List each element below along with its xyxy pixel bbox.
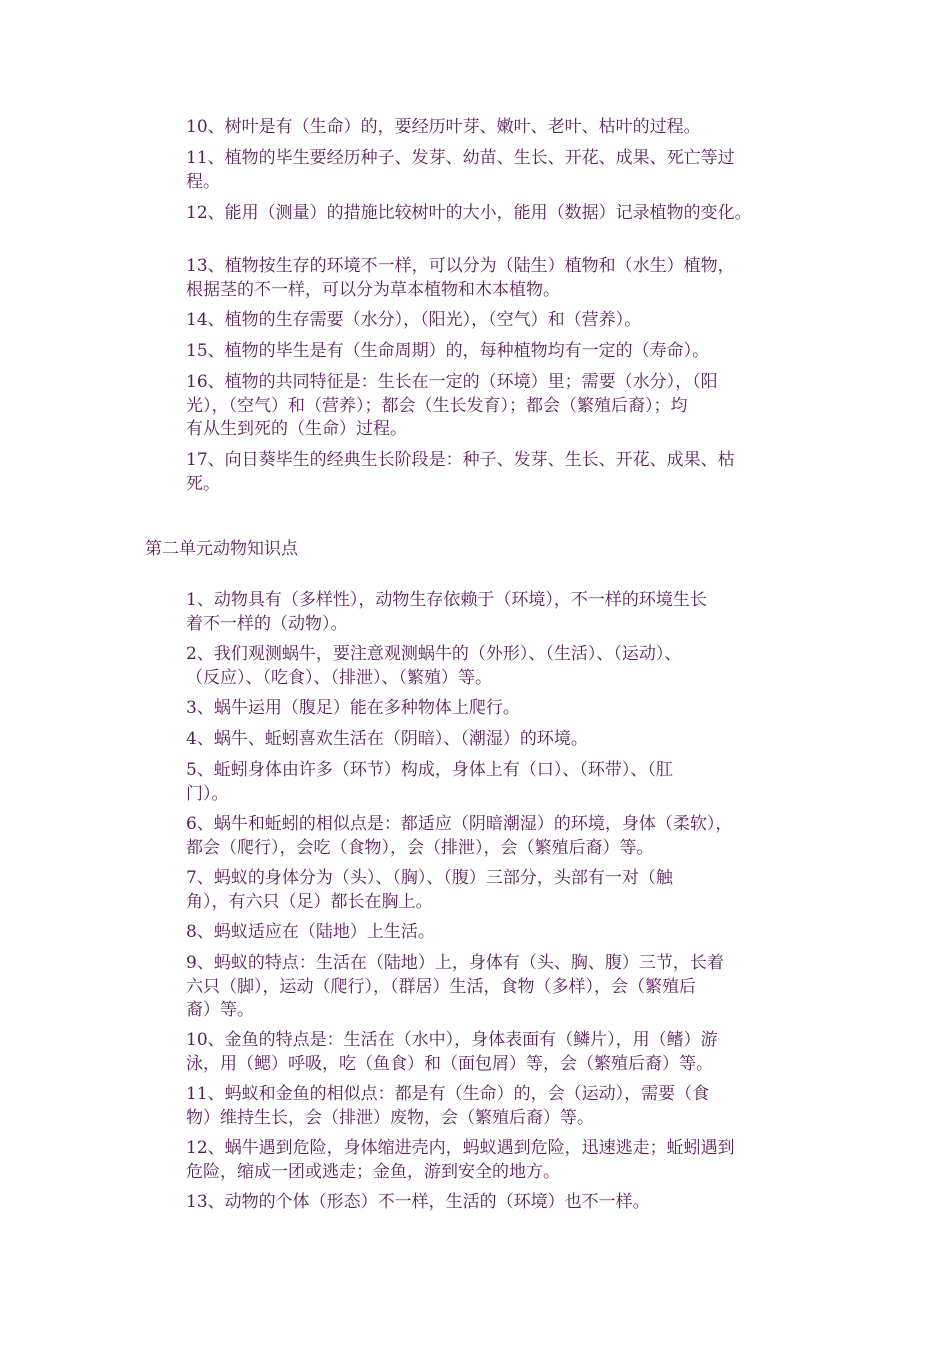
unit2-item-10: 10、金鱼的特点是：生活在（水中），身体表面有（鳞片），用（鳍）游 泳，用（鳃）呼吸，吃（鱼食）和（面包屑）等，会（繁殖后裔）等。 — [186, 1030, 718, 1074]
unit1-item-14: 14、植物的生存需要（水分），（阳光），（空气）和（营养）。 — [186, 310, 642, 330]
unit1-item-12: 12、能用（测量）的措施比较树叶的大小，能用（数据）记录植物的变化。 — [186, 203, 752, 223]
unit2-item-7: 7、蚂蚁的身体分为（头）、（胸）、（腹）三部分，头部有一对（触 角），有六只（足）都长在胸上。 — [186, 868, 673, 912]
unit2-item-6: 6、蜗牛和蚯蚓的相似点是：都适应（阴暗潮湿）的环境，身体（柔软）， 都会（爬行），会吃（食物），会（排泄），会（繁殖后裔）等。 — [186, 814, 733, 858]
unit2-item-3: 3、蜗牛运用（腹足）能在多种物体上爬行。 — [186, 698, 520, 718]
unit2-item-9: 9、蚂蚁的特点：生活在（陆地）上，身体有（头、胸、腹）三节，长着 六只（脚），运动（爬行），（群居）生活，食物（多样），会（繁殖后 裔）等。 — [186, 953, 724, 1020]
unit2-item-8: 8、蚂蚁适应在（陆地）上生活。 — [186, 922, 435, 942]
unit2-heading: 第二单元动物知识点 — [145, 539, 298, 559]
unit2-item-11: 11、蚂蚁和金鱼的相似点：都是有（生命）的，会（运动），需要（食 物）维持生长，会（排泄）废物，会（繁殖后裔）等。 — [186, 1084, 710, 1128]
unit1-item-10: 10、树叶是有（生命）的，要经历叶芽、嫩叶、老叶、枯叶的过程。 — [186, 117, 701, 137]
unit2-item-12: 12、蜗牛遇到危险，身体缩进壳内，蚂蚁遇到危险，迅速逃走；蚯蚓遇到 危险，缩成一团或逃走；金鱼，游到安全的地方。 — [186, 1138, 735, 1182]
unit2-item-1: 1、动物具有（多样性），动物生存依赖于（环境），不一样的环境生长 着不一样的（动物）。 — [186, 590, 707, 634]
unit1-item-15: 15、植物的毕生是有（生命周期）的，每种植物均有一定的（寿命）。 — [186, 341, 710, 361]
unit2-item-2: 2、我们观测蜗牛，要注意观测蜗牛的（外形）、（生活）、（运动）、 （反应）、（吃食）、（排泄）、（繁殖）等。 — [186, 644, 682, 688]
unit1-item-11: 11、植物的毕生要经历种子、发芽、幼苗、生长、开花、成果、死亡等过 程。 — [186, 148, 735, 192]
unit2-item-4: 4、蜗牛、蚯蚓喜欢生活在（阴暗）、（潮湿）的环境。 — [186, 729, 588, 749]
unit1-item-17: 17、向日葵毕生的经典生长阶段是：种子、发芽、生长、开花、成果、枯 死。 — [186, 450, 735, 494]
unit1-item-16: 16、植物的共同特征是：生长在一定的（环境）里；需要（水分），（阳 光），（空气）和（营养）；都会（生长发育）；都会（繁殖后裔）；均 有从生到死的（生命）过程。 — [186, 372, 718, 439]
unit1-item-13: 13、植物按生存的环境不一样，可以分为（陆生）植物和（水生）植物， 根据茎的不一样，可以分为草本植物和木本植物。 — [186, 256, 735, 300]
unit2-item-5: 5、蚯蚓身体由许多（环节）构成，身体上有（口）、（环带）、（肛 门）。 — [186, 760, 673, 804]
unit2-item-13: 13、动物的个体（形态）不一样，生活的（环境）也不一样。 — [186, 1192, 650, 1212]
